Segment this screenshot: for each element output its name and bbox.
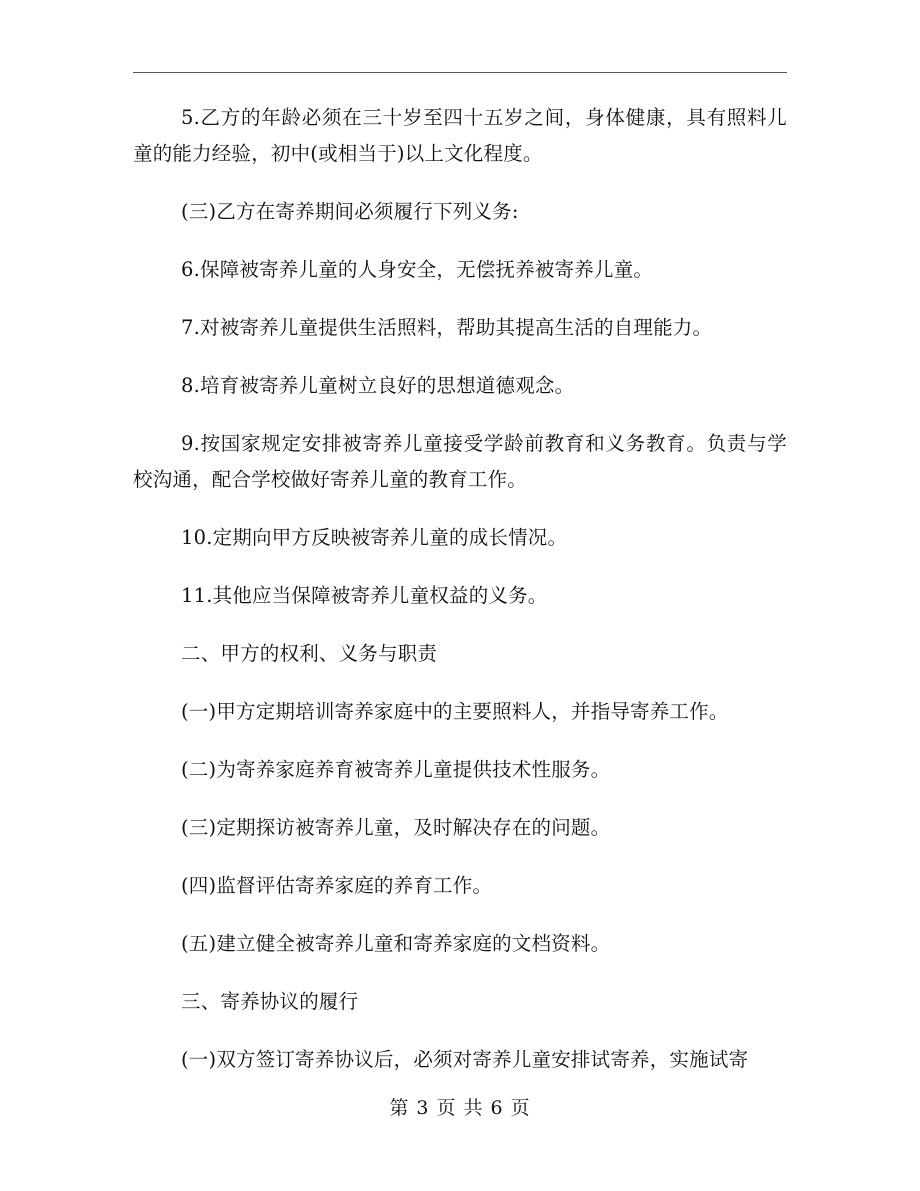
- paragraph-10: (一)甲方定期培训寄养家庭中的主要照料人，并指导寄养工作。: [181, 700, 729, 723]
- page-number: 第 3 页 共 6 页: [389, 1097, 531, 1119]
- paragraph-4: 7.对被寄养儿童提供生活照料，帮助其提高生活的自理能力。: [181, 316, 713, 339]
- paragraph-3: 6.保障被寄养儿童的人身安全，无偿抚养被寄养儿童。: [181, 258, 654, 281]
- header-rule: [133, 72, 787, 73]
- paragraph-5: 8.培育被寄养儿童树立良好的思想道德观念。: [181, 374, 575, 397]
- paragraph-16: (一)双方签订寄养协议后，必须对寄养儿童安排试寄养，实施试寄: [181, 1048, 749, 1071]
- paragraph-7: 10.定期向甲方反映被寄养儿童的成长情况。: [181, 526, 568, 549]
- paragraph-13: (四)监督评估寄养家庭的养育工作。: [181, 874, 493, 897]
- paragraph-12: (三)定期探访被寄养儿童，及时解决存在的问题。: [181, 816, 611, 839]
- paragraph-8: 11.其他应当保障被寄养儿童权益的义务。: [181, 584, 548, 607]
- document-body: [133, 100, 787, 1100]
- paragraph-6: 9.按国家规定安排被寄养儿童接受学龄前教育和义务教育。负责与学校沟通，配合学校做好寄养儿童的教育工作。: [133, 432, 787, 491]
- paragraph-14: (五)建立健全被寄养儿童和寄养家庭的文档资料。: [181, 932, 611, 955]
- section-heading-2: 二、甲方的权利、义务与职责: [181, 642, 438, 665]
- paragraph-1: 5.乙方的年龄必须在三十岁至四十五岁之间，身体健康，具有照料儿童的能力经验，初中(或相当于)以上文化程度。: [133, 106, 787, 165]
- paragraph-2: (三)乙方在寄养期间必须履行下列义务:: [181, 200, 519, 223]
- paragraph-11: (二)为寄养家庭养育被寄养儿童提供技术性服务。: [181, 758, 611, 781]
- section-heading-3: 三、寄养协议的履行: [181, 990, 359, 1013]
